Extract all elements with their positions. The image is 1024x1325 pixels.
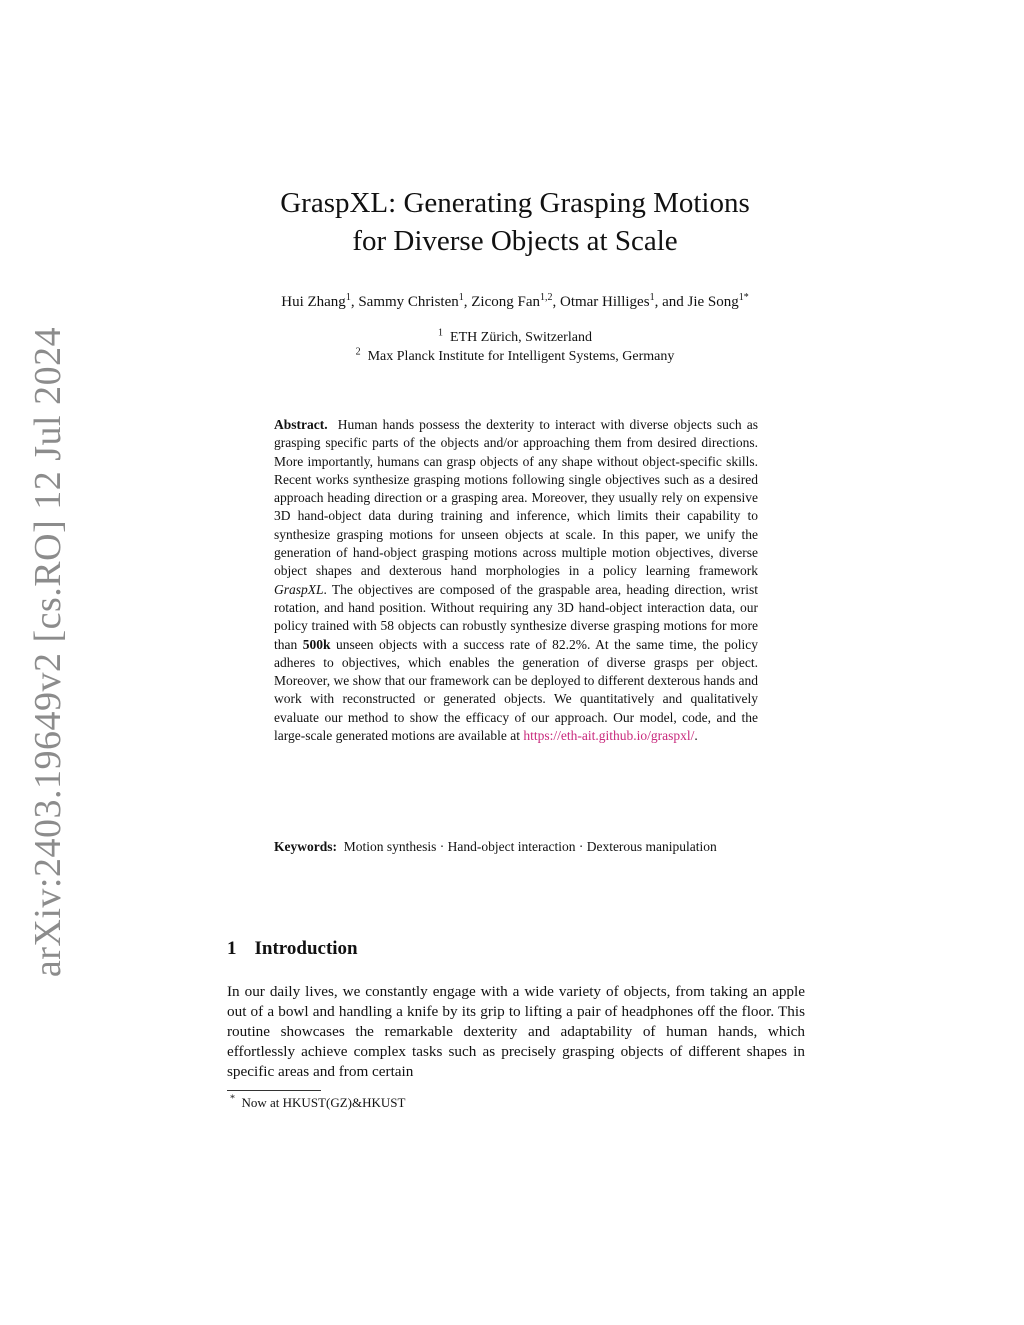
affiliation-item <box>200 347 830 366</box>
author-separator: , and <box>654 294 688 310</box>
author-name: Hui Zhang <box>281 294 346 310</box>
keywords-label: Keywords: <box>274 839 337 854</box>
abstract-text: unseen objects with a success rate of 82.2%. At the same time, the policy adheres to objectives, which enables the generation of diverse grasps per object. Moreover, we show that our framework can be deployed to different dexterous hands and work with reconstructed or generated objects. We quantitatively and qualitatively evaluate our method to show the efficacy of our approach. Our model, code, and the large-scale generated motions are available at <box>274 636 758 744</box>
section-title: Introduction <box>254 938 358 959</box>
abstract-paragraph <box>274 416 758 745</box>
project-page-link[interactable]: https://eth-ait.github.io/graspxl/ <box>523 728 695 744</box>
abstract-text: . The objectives are composed of the graspable area, heading direction, wrist rotation, and hand position. Without requiring any 3D hand-object interaction data, our policy trained with 58 objects can robustly synthesize diverse grasping motions for more than <box>274 581 758 652</box>
title-line-2: for Diverse Objects at Scale <box>352 225 678 257</box>
paper-title <box>200 184 830 260</box>
affiliation-text: Max Planck Institute for Intelligent Systems, Germany <box>367 349 675 364</box>
footnote-divider <box>227 1090 321 1091</box>
author-list <box>150 292 880 312</box>
author-affiliation-mark: 1,2 <box>539 292 553 303</box>
framework-name: GraspXL <box>274 581 324 597</box>
footnote-text: Now at HKUST(GZ)&HKUST <box>241 1095 406 1110</box>
author-separator: , <box>552 294 560 310</box>
author-name: Sammy Christen <box>358 294 459 310</box>
title-line-1: GraspXL: Generating Grasping Motions <box>280 187 750 219</box>
keywords-paragraph <box>274 838 758 856</box>
author-separator: , <box>463 294 472 310</box>
author-affiliation-mark: 1 <box>458 292 464 303</box>
affiliation-mark: 1 <box>438 327 444 339</box>
abstract-label: Abstract. <box>274 417 328 432</box>
author-affiliation-mark: 1 <box>345 292 351 303</box>
affiliation-text: ETH Zürich, Switzerland <box>450 330 592 345</box>
section-number: 1 <box>227 938 237 959</box>
author-affiliation-mark: 1 <box>649 292 655 303</box>
arxiv-identifier-stamp: arXiv:2403.19649v2 [cs.RO] 12 Jul 2024 <box>27 326 69 978</box>
highlight-count: 500k <box>302 636 331 652</box>
abstract-text: Human hands possess the dexterity to interact with diverse objects such as grasping specific parts of the objects and/or approaching them from desired directions. More importantly, humans can grasp objects of any shape without object-specific skills. Recent works synthesize grasping motions following single objectives such as a desired approach heading direction or a grasping area. Moreover, they usually rely on expensive 3D hand-object data during training and inference, which limits their capability to synthesize grasping motions for unseen objects at scale. In this paper, we unify the generation of hand-object grasping motions across multiple motion objectives, diverse object shapes and dexterous hand morphologies in a policy learning framework <box>274 417 758 579</box>
affiliation-mark: 2 <box>355 346 361 358</box>
author-name: Zicong Fan <box>471 294 540 310</box>
author-affiliation-mark: 1* <box>738 292 749 303</box>
introduction-paragraph: In our daily lives, we constantly engage with a wide variety of objects, from taking an apple out of a bowl and handling a knife by its grip to lifting a pair of headphones off the floor. This routine showcases the remarkable dexterity and adaptability of human hands, which effortlessly achieve complex tasks such as precisely grasping objects of different shapes in specific areas and from certain <box>227 983 805 1080</box>
footnote-mark: * <box>230 1093 235 1105</box>
abstract-text-end: . <box>694 728 698 744</box>
author-name: Otmar Hilliges <box>559 294 650 310</box>
section-heading <box>227 938 358 960</box>
affiliation-item <box>200 328 830 347</box>
author-separator: , <box>350 294 359 310</box>
keywords-text: Motion synthesis · Hand-object interaction · Dexterous manipulation <box>343 839 717 854</box>
author-name: Jie Song <box>687 294 739 310</box>
footnote <box>230 1094 405 1111</box>
affiliation-list <box>200 328 830 366</box>
